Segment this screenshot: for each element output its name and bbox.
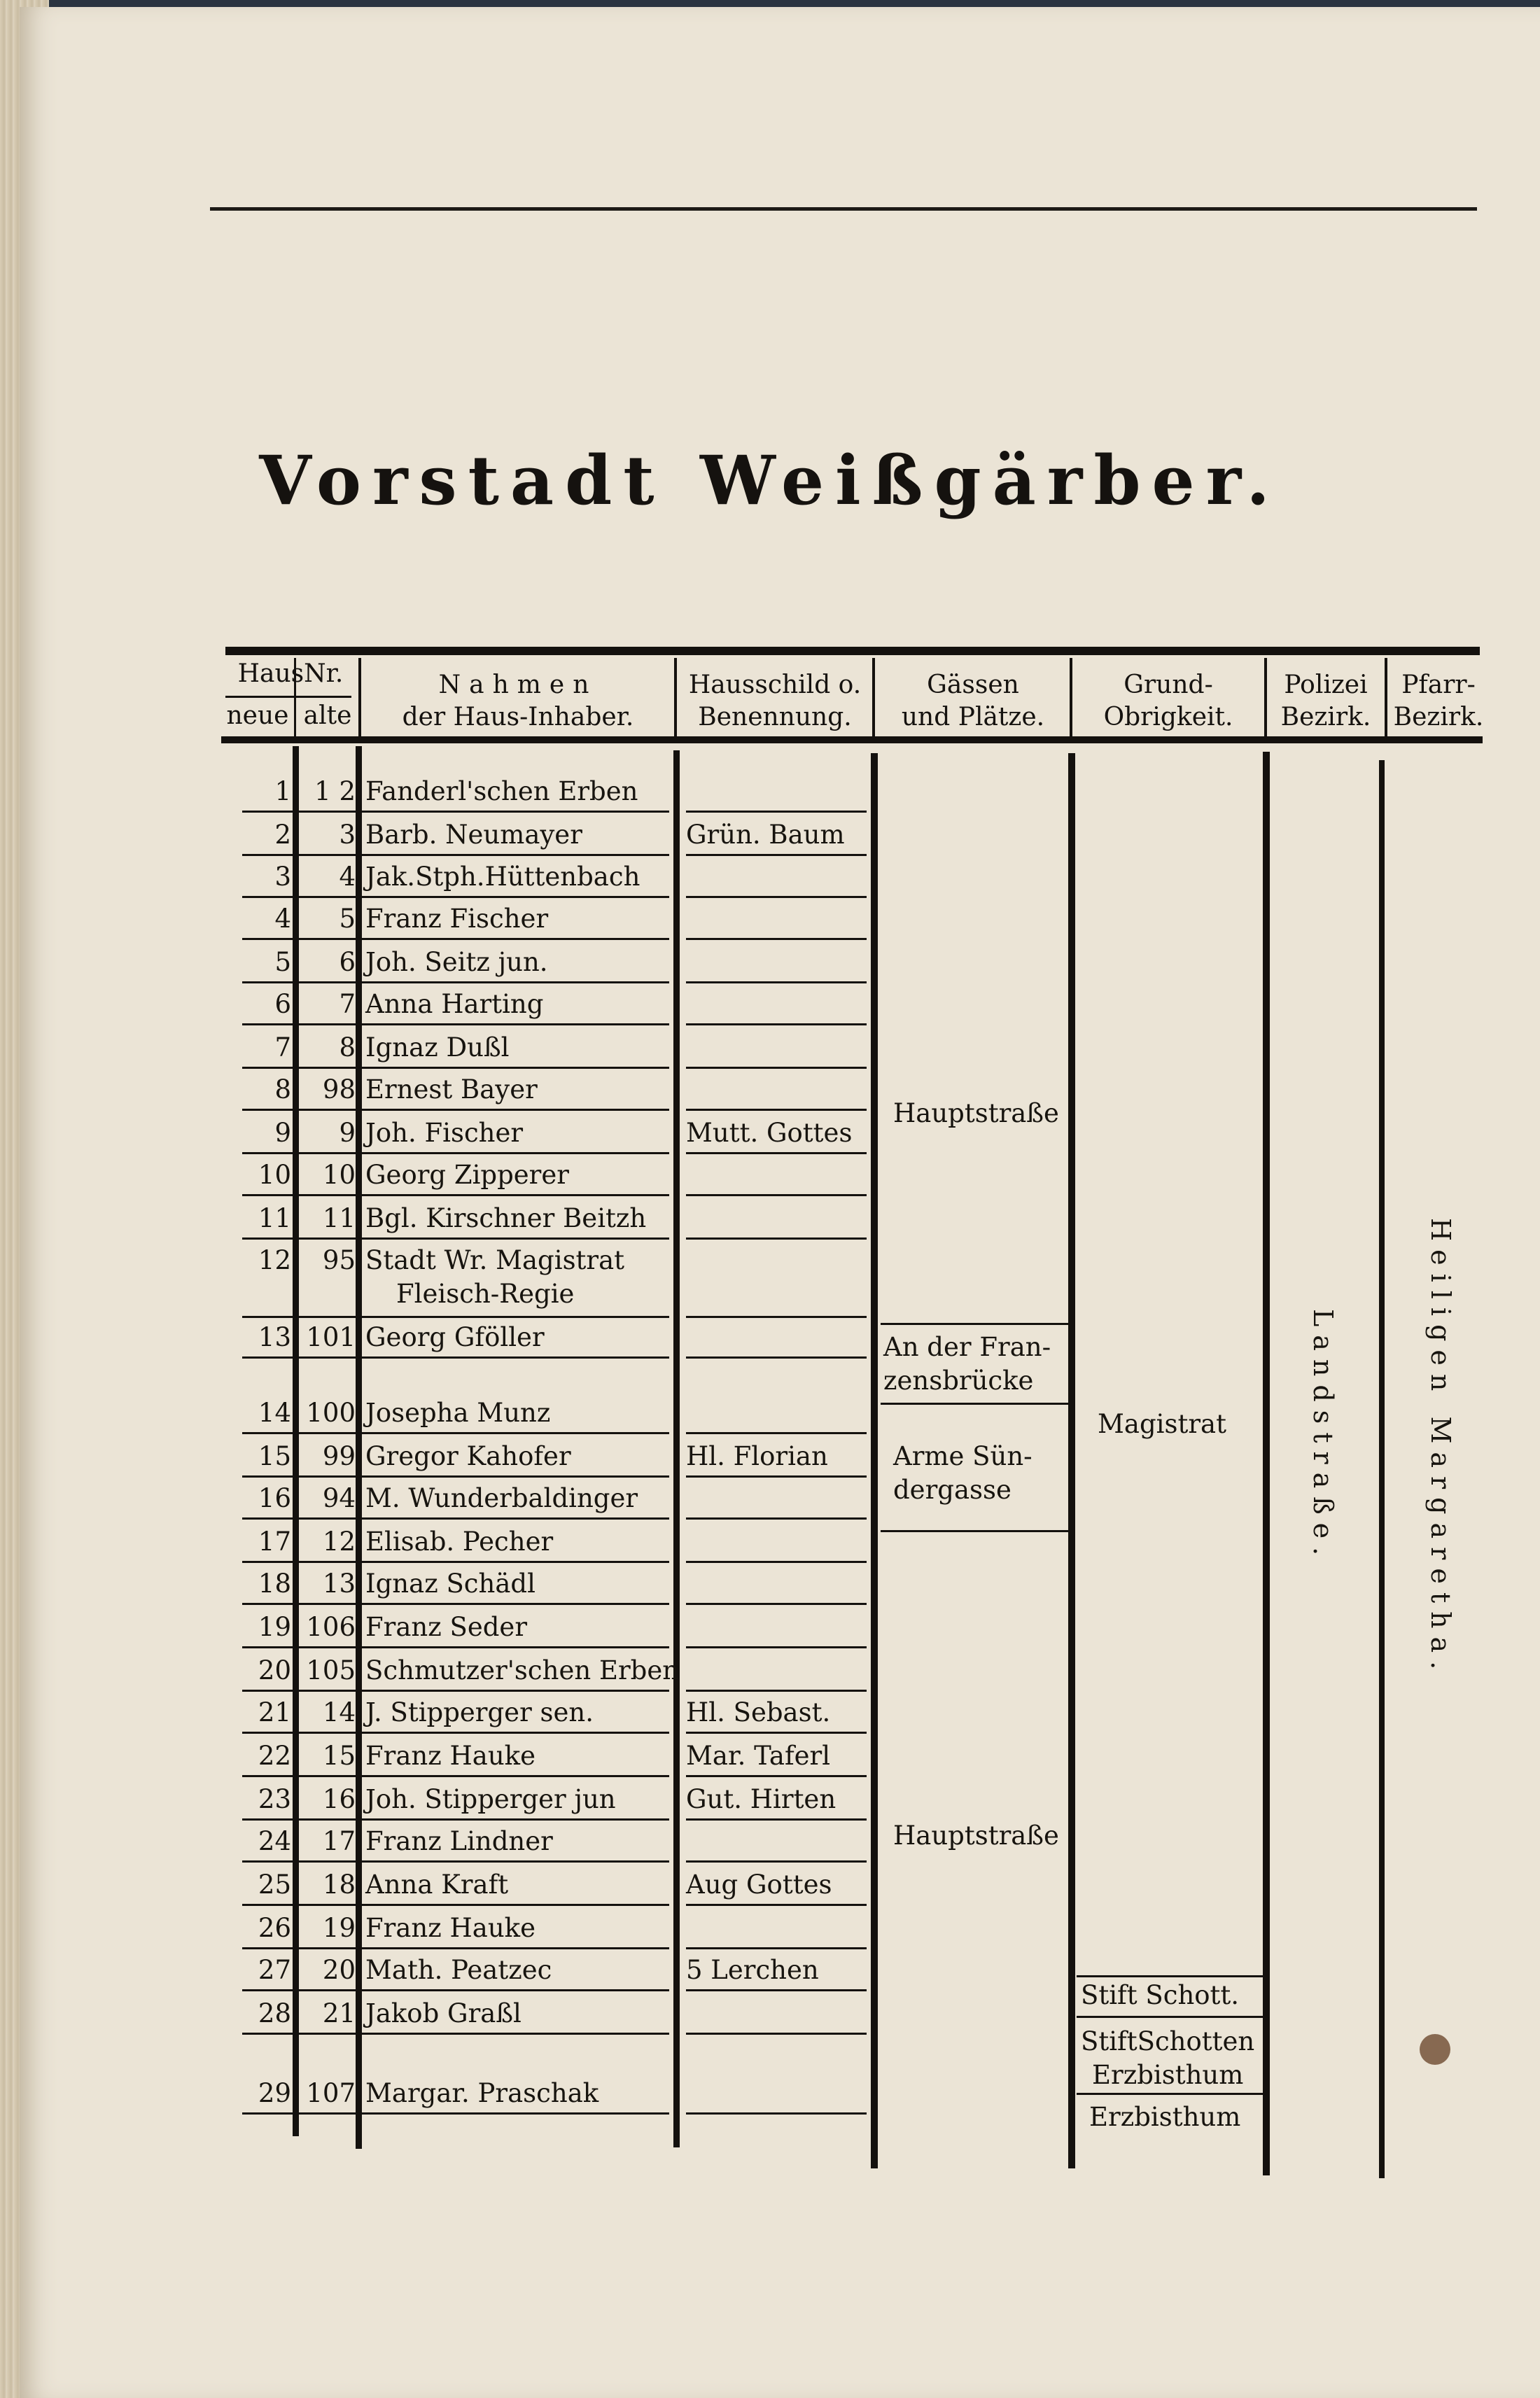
row-alte: 98 bbox=[322, 1074, 356, 1105]
row-schild: Hl. Sebast. bbox=[686, 1697, 831, 1727]
row-rule bbox=[242, 811, 669, 813]
row-alte: 12 bbox=[322, 1527, 356, 1557]
row-name: Joh. Seitz jun. bbox=[365, 947, 548, 977]
row-neue: 15 bbox=[258, 1441, 291, 1471]
gasse-franzensbruecke-1: An der Fran- bbox=[883, 1332, 1051, 1362]
grund-erzbisthum-2: Erzbisthum bbox=[1089, 2102, 1241, 2132]
row-rule bbox=[242, 1947, 669, 1949]
schild-rule bbox=[686, 1023, 867, 1025]
row-rule bbox=[242, 1023, 669, 1025]
header-polizei-1: Polizei bbox=[1284, 671, 1368, 699]
row-name: Franz Fischer bbox=[365, 904, 549, 934]
row-rule bbox=[242, 1152, 669, 1154]
schild-rule bbox=[686, 1432, 867, 1434]
row-rule bbox=[242, 938, 669, 940]
ink-stain bbox=[1420, 2034, 1450, 2065]
gasse-hauptstrasse-1: Hauptstraße bbox=[893, 1098, 1059, 1128]
schild-rule bbox=[686, 1989, 867, 1991]
row-rule bbox=[242, 1067, 669, 1069]
row-rule bbox=[242, 2033, 669, 2035]
schild-rule bbox=[686, 1860, 867, 1863]
row-alte: 107 bbox=[306, 2078, 356, 2108]
row-neue: 3 bbox=[274, 862, 291, 892]
row-rule bbox=[242, 1432, 669, 1434]
row-rule bbox=[242, 1818, 669, 1821]
page-title: Vorstadt Weißgärber. bbox=[259, 441, 1281, 520]
col-sep-alte-name bbox=[356, 746, 362, 2149]
row-rule bbox=[242, 1860, 669, 1863]
row-neue: 23 bbox=[258, 1784, 291, 1814]
grund-rule-1 bbox=[1077, 1975, 1263, 1977]
row-rule bbox=[242, 1475, 669, 1478]
header-grund-1: Grund- bbox=[1124, 671, 1213, 699]
row-rule bbox=[242, 1561, 669, 1563]
row-name: Ernest Bayer bbox=[365, 1074, 538, 1105]
schild-rule bbox=[686, 1818, 867, 1821]
row-alte: 19 bbox=[322, 1913, 356, 1943]
row-rule bbox=[242, 1316, 669, 1318]
header-neue: neue bbox=[226, 701, 289, 730]
schild-rule bbox=[686, 1646, 867, 1648]
row-neue: 9 bbox=[274, 1118, 291, 1148]
header-polizei-2: Bezirk. bbox=[1280, 703, 1371, 731]
schild-rule bbox=[686, 1947, 867, 1949]
row-name: M. Wunderbaldinger bbox=[365, 1483, 638, 1513]
row-neue: 21 bbox=[258, 1697, 291, 1727]
row-name: Georg Zipperer bbox=[365, 1160, 569, 1190]
row-schild: Grün. Baum bbox=[686, 820, 845, 850]
row-rule bbox=[242, 1646, 669, 1648]
schild-rule bbox=[686, 1237, 867, 1240]
row-name: Joh. Fischer bbox=[365, 1118, 524, 1148]
pfarr-bezirk-vertical: Heiligen Margaretha. bbox=[1425, 1218, 1456, 1678]
row-neue: 13 bbox=[258, 1322, 291, 1352]
row-rule bbox=[242, 1690, 669, 1692]
row-name: Stadt Wr. Magistrat bbox=[365, 1245, 625, 1275]
row-neue: 18 bbox=[258, 1569, 291, 1599]
schild-rule bbox=[686, 1067, 867, 1069]
schild-rule bbox=[686, 1561, 867, 1563]
col-sep-name-schild bbox=[673, 750, 680, 2147]
row-neue: 12 bbox=[258, 1245, 291, 1275]
row-alte: 101 bbox=[306, 1322, 356, 1352]
row-alte: 11 bbox=[322, 1203, 356, 1233]
row-name: Bgl. Kirschner Beitzh bbox=[365, 1203, 647, 1233]
row-neue: 8 bbox=[274, 1074, 291, 1105]
row-neue: 1 bbox=[274, 776, 291, 806]
grund-stift-schott: Stift Schott. bbox=[1081, 1980, 1240, 2010]
schild-rule bbox=[686, 1194, 867, 1196]
hausnr-sub-rule bbox=[225, 696, 351, 698]
row-name: Anna Kraft bbox=[365, 1870, 509, 1900]
schild-rule bbox=[686, 1904, 867, 1906]
schild-rule bbox=[686, 2033, 867, 2035]
row-schild: Aug Gottes bbox=[686, 1870, 832, 1900]
row-rule bbox=[242, 1732, 669, 1734]
row-rule bbox=[242, 896, 669, 898]
grund-stift-schotten: StiftSchotten bbox=[1081, 2026, 1255, 2056]
row-alte: 4 bbox=[339, 862, 356, 892]
schild-rule bbox=[686, 1109, 867, 1111]
row-schild: 5 Lerchen bbox=[686, 1955, 819, 1985]
row-name: Ignaz Schädl bbox=[365, 1569, 536, 1599]
row-neue: 2 bbox=[274, 820, 291, 850]
row-alte: 100 bbox=[306, 1398, 356, 1428]
col-sep-gassen-grund bbox=[1068, 753, 1075, 2168]
row-name: Franz Lindner bbox=[365, 1826, 553, 1856]
row-rule bbox=[242, 1904, 669, 1906]
row-name: Gregor Kahofer bbox=[365, 1441, 571, 1471]
row-name: Georg Gföller bbox=[365, 1322, 545, 1352]
row-alte: 1 2 bbox=[314, 776, 356, 806]
header-gassen-1: Gässen bbox=[927, 671, 1019, 699]
schild-rule bbox=[686, 981, 867, 983]
row-neue: 26 bbox=[258, 1913, 291, 1943]
header-pfarr-2: Bezirk. bbox=[1393, 703, 1484, 731]
row-rule bbox=[242, 1194, 669, 1196]
schild-rule bbox=[686, 1356, 867, 1359]
row-neue: 27 bbox=[258, 1955, 291, 1985]
row-neue: 19 bbox=[258, 1612, 291, 1642]
row-alte: 3 bbox=[339, 820, 356, 850]
header-schild-2: Benennung. bbox=[698, 703, 852, 731]
row-name: Elisab. Pecher bbox=[365, 1527, 554, 1557]
schild-rule bbox=[686, 896, 867, 898]
row-schild: Gut. Hirten bbox=[686, 1784, 836, 1814]
gasse-armesuender-2: dergasse bbox=[893, 1475, 1011, 1505]
gasse-hauptstrasse-2: Hauptstraße bbox=[893, 1821, 1059, 1851]
row-rule bbox=[242, 1775, 669, 1777]
schild-rule bbox=[686, 1732, 867, 1734]
row-neue: 7 bbox=[274, 1032, 291, 1063]
row-name: J. Stipperger sen. bbox=[365, 1697, 594, 1727]
row-alte: 6 bbox=[339, 947, 356, 977]
row-rule bbox=[242, 1356, 669, 1359]
row-rule bbox=[242, 1517, 669, 1520]
col-sep-grund-polizei bbox=[1263, 752, 1270, 2175]
row-neue: 4 bbox=[274, 904, 291, 934]
row-neue: 20 bbox=[258, 1655, 291, 1685]
row-alte: 15 bbox=[322, 1741, 356, 1771]
row-neue: 14 bbox=[258, 1398, 291, 1428]
row-name: Margar. Praschak bbox=[365, 2078, 599, 2108]
row-alte: 17 bbox=[322, 1826, 356, 1856]
polizei-bezirk-vertical: Landstraße. bbox=[1308, 1309, 1338, 1564]
gassen-rule-2 bbox=[881, 1403, 1068, 1405]
row-name: Ignaz Dußl bbox=[365, 1032, 510, 1063]
schild-rule bbox=[686, 2112, 867, 2115]
row-name: Anna Harting bbox=[365, 989, 544, 1019]
row-neue: 11 bbox=[258, 1203, 291, 1233]
schild-rule bbox=[686, 1603, 867, 1605]
row-neue: 17 bbox=[258, 1527, 291, 1557]
row-alte: 9 bbox=[339, 1118, 356, 1148]
row-neue: 6 bbox=[274, 989, 291, 1019]
row-name: Franz Hauke bbox=[365, 1913, 536, 1943]
schild-rule bbox=[686, 854, 867, 856]
header-pfarr-1: Pfarr- bbox=[1401, 671, 1476, 699]
row-name: Fanderl'schen Erben bbox=[365, 776, 638, 806]
gasse-franzensbruecke-2: zensbrücke bbox=[883, 1366, 1034, 1396]
header-bottom-rule bbox=[221, 736, 1483, 743]
gassen-rule-1 bbox=[881, 1323, 1068, 1325]
grund-erzbisthum-1: Erzbisthum bbox=[1092, 2060, 1244, 2090]
schild-rule bbox=[686, 1316, 867, 1318]
grund-magistrat: Magistrat bbox=[1098, 1409, 1226, 1439]
header-schild-1: Hausschild o. bbox=[688, 671, 862, 699]
row-name: Franz Hauke bbox=[365, 1741, 536, 1771]
row-alte: 16 bbox=[322, 1784, 356, 1814]
gassen-rule-3 bbox=[881, 1530, 1068, 1532]
header-hausnr: HausNr. bbox=[237, 659, 344, 688]
schild-rule bbox=[686, 811, 867, 813]
row-name: Josepha Munz bbox=[365, 1398, 551, 1428]
table-top-rule bbox=[225, 647, 1480, 655]
row-rule bbox=[242, 1109, 669, 1111]
schild-rule bbox=[686, 1775, 867, 1777]
row-name: Barb. Neumayer bbox=[365, 820, 582, 850]
row-name: Jak.Stph.Hüttenbach bbox=[365, 862, 640, 892]
row-schild: Mar. Taferl bbox=[686, 1741, 831, 1771]
schild-rule bbox=[686, 1517, 867, 1520]
row-alte: 8 bbox=[339, 1032, 356, 1063]
gasse-armesuender-1: Arme Sün- bbox=[893, 1441, 1032, 1471]
col-sep-schild-gassen bbox=[871, 753, 878, 2168]
row-alte: 10 bbox=[322, 1160, 356, 1190]
row-schild: Hl. Florian bbox=[686, 1441, 828, 1471]
row-name: Joh. Stipperger jun bbox=[365, 1784, 616, 1814]
row-neue: 29 bbox=[258, 2078, 291, 2108]
row-alte: 99 bbox=[322, 1441, 356, 1471]
row-alte: 7 bbox=[339, 989, 356, 1019]
header-name-1: Nahmen bbox=[438, 671, 598, 699]
schild-rule bbox=[686, 1475, 867, 1478]
page-top-rule bbox=[210, 207, 1477, 211]
row-neue: 5 bbox=[274, 947, 291, 977]
hdr-sep-alte-name bbox=[358, 658, 361, 736]
row-alte: 106 bbox=[306, 1612, 356, 1642]
row-alte: 95 bbox=[322, 1245, 356, 1275]
row-neue: 24 bbox=[258, 1826, 291, 1856]
col-sep-polizei-pfarr bbox=[1379, 760, 1385, 2178]
row-neue: 10 bbox=[258, 1160, 291, 1190]
row-alte: 5 bbox=[339, 904, 356, 934]
row-alte: 20 bbox=[322, 1955, 356, 1985]
row-alte: 105 bbox=[306, 1655, 356, 1685]
row-name: Math. Peatzec bbox=[365, 1955, 552, 1985]
row-alte: 18 bbox=[322, 1870, 356, 1900]
row-neue: 25 bbox=[258, 1870, 291, 1900]
header-alte: alte bbox=[303, 701, 352, 730]
row-alte: 13 bbox=[322, 1569, 356, 1599]
row-name: Schmutzer'schen Erben bbox=[365, 1655, 680, 1685]
row-alte: 14 bbox=[322, 1697, 356, 1727]
row-name: Jakob Graßl bbox=[365, 1998, 522, 2028]
header-gassen-2: und Plätze. bbox=[901, 703, 1045, 731]
row-alte: 94 bbox=[322, 1483, 356, 1513]
grund-rule-3 bbox=[1077, 2093, 1263, 2095]
row-rule bbox=[242, 2112, 669, 2115]
row-rule bbox=[242, 1603, 669, 1605]
hdr-sep-name-schild bbox=[674, 658, 677, 736]
row-schild: Mutt. Gottes bbox=[686, 1118, 853, 1148]
row-rule bbox=[242, 854, 669, 856]
row-rule bbox=[242, 981, 669, 983]
schild-rule bbox=[686, 1152, 867, 1154]
header-name-2: der Haus-Inhaber. bbox=[402, 703, 634, 731]
row-name: Franz Seder bbox=[365, 1612, 528, 1642]
schild-rule bbox=[686, 938, 867, 940]
hdr-sep-schild-gassen bbox=[872, 658, 875, 736]
header-grund-2: Obrigkeit. bbox=[1103, 703, 1233, 731]
row-neue: 22 bbox=[258, 1741, 291, 1771]
grund-rule-2 bbox=[1077, 2016, 1263, 2018]
row-neue: 16 bbox=[258, 1483, 291, 1513]
schild-rule bbox=[686, 1690, 867, 1692]
row-name-cont: Fleisch-Regie bbox=[396, 1279, 575, 1309]
row-rule bbox=[242, 1989, 669, 1991]
row-alte: 21 bbox=[322, 1998, 356, 2028]
row-rule bbox=[242, 1237, 669, 1240]
row-neue: 28 bbox=[258, 1998, 291, 2028]
